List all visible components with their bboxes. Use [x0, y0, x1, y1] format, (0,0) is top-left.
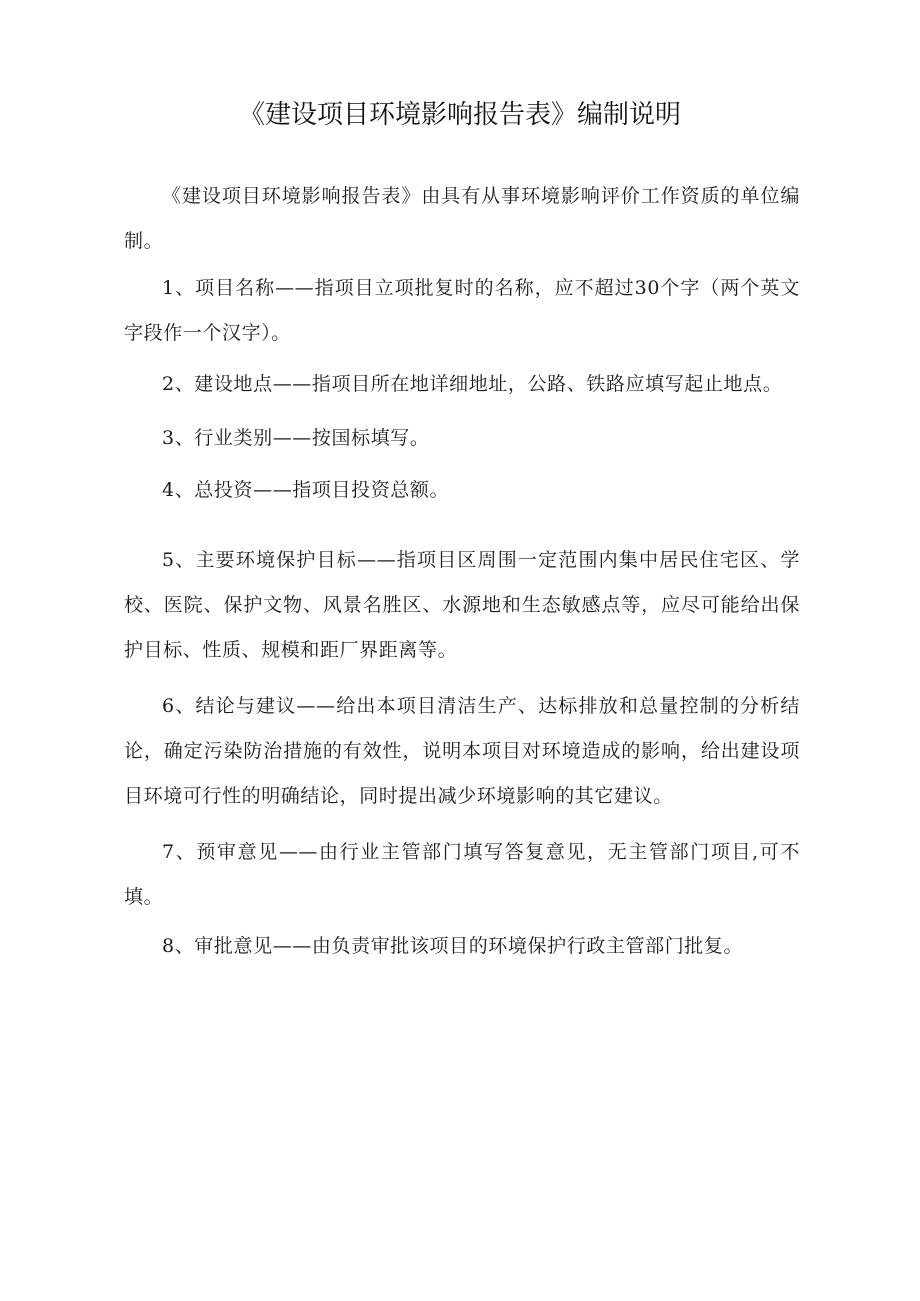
intro-paragraph: 《建设项目环境影响报告表》由具有从事环境影响评价工作资质的单位编制。 — [124, 185, 800, 252]
item-total-investment: 4、总投资——指项目投资总额。 — [162, 479, 450, 501]
item-approval-opinion: 8、审批意见——由负责审批该项目的环境保护行政主管部门批复。 — [162, 935, 744, 957]
item-industry-category: 3、行业类别——按国标填写。 — [162, 427, 430, 449]
document-title: 《建设项目环境影响报告表》编制说明 — [238, 100, 681, 130]
item-protection-targets: 5、主要环境保护目标——指项目区周围一定范围内集中居民住宅区、学校、医院、保护文物、风景名胜区、水源地和生态敏感点等，应尽可能给出保护目标、性质、规模和距厂界距离等。 — [124, 549, 800, 661]
item-conclusions: 6、结论与建议——给出本项目清洁生产、达标排放和总量控制的分析结论，确定污染防治措施的有效性，说明本项目对环境造成的影响，给出建设项目环境可行性的明确结论，同时提出减少环境影响的其它建议。 — [124, 695, 800, 807]
item-construction-site: 2、建设地点——指项目所在地详细地址，公路、铁路应填写起止地点。 — [162, 373, 783, 395]
item-pre-review-opinion: 7、预审意见——由行业主管部门填写答复意见，无主管部门项目,可不填。 — [124, 841, 800, 908]
item-project-name: 1、项目名称——指项目立项批复时的名称，应不超过30个字（两个英文字段作一个汉字）。 — [124, 277, 800, 344]
